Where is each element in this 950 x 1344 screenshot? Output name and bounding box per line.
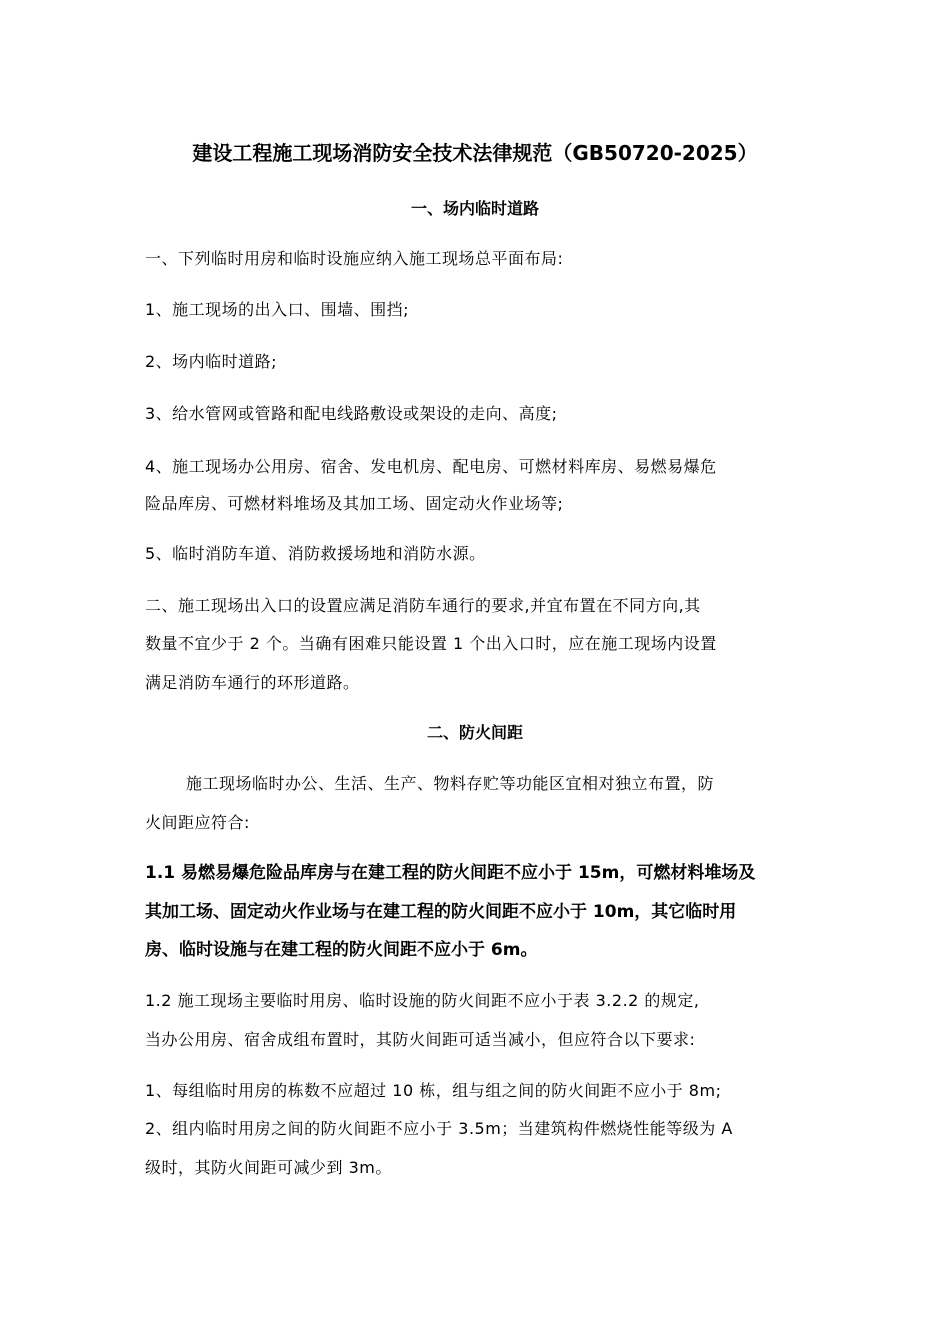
- bold-paragraph-line: 房、临时设施与在建工程的防火间距不应小于 6m。: [145, 940, 538, 960]
- section-heading-fire-spacing: 二、防火间距: [426, 723, 523, 742]
- paragraph-line: 二、施工现场出入口的设置应满足消防车通行的要求,并宜布置在不同方向,其: [145, 596, 701, 615]
- paragraph-line: 数量不宜少于 2 个。当确有困难只能设置 1 个出入口时，应在施工现场内设置: [145, 634, 717, 653]
- bold-paragraph-line: 其加工场、固定动火作业场与在建工程的防火间距不应小于 10m，其它临时用: [145, 902, 737, 922]
- list-item-continuation: 险品库房、可燃材料堆场及其加工场、固定动火作业场等;: [145, 494, 564, 513]
- paragraph-line: 火间距应符合:: [145, 813, 250, 832]
- paragraph-line: 当办公用房、宿舍成组布置时，其防火间距可适当减小，但应符合以下要求:: [145, 1030, 696, 1049]
- list-item: 2、场内临时道路;: [145, 352, 278, 371]
- paragraph-line: 一、下列临时用房和临时设施应纳入施工现场总平面布局:: [145, 249, 564, 268]
- paragraph-line: 满足消防车通行的环形道路。: [145, 673, 360, 692]
- bold-paragraph-line: 1.1 易燃易爆危险品库房与在建工程的防火间距不应小于 15m，可燃材料堆场及: [145, 863, 756, 883]
- list-item: 2、组内临时用房之间的防火间距不应小于 3.5m；当建筑构件燃烧性能等级为 A: [145, 1119, 733, 1138]
- list-item-continuation: 级时，其防火间距可减少到 3m。: [145, 1158, 392, 1177]
- list-item: 5、临时消防车道、消防救援场地和消防水源。: [145, 544, 486, 563]
- list-item: 3、给水管网或管路和配电线路敷设或架设的走向、高度;: [145, 404, 558, 423]
- list-item: 1、施工现场的出入口、围墙、围挡;: [145, 300, 410, 319]
- section-heading-temporary-roads: 一、场内临时道路: [410, 199, 539, 218]
- paragraph-line: 1.2 施工现场主要临时用房、临时设施的防火间距不应小于表 3.2.2 的规定,: [145, 991, 700, 1010]
- list-item: 1、每组临时用房的栋数不应超过 10 栋，组与组之间的防火间距不应小于 8m;: [145, 1081, 722, 1100]
- paragraph-line: 施工现场临时办公、生活、生产、物料存贮等功能区宜相对独立布置，防: [186, 774, 715, 793]
- list-item: 4、施工现场办公用房、宿舍、发电机房、配电房、可燃材料库房、易燃易爆危: [145, 457, 717, 476]
- document-title: 建设工程施工现场消防安全技术法律规范（GB50720-2025）: [192, 141, 758, 165]
